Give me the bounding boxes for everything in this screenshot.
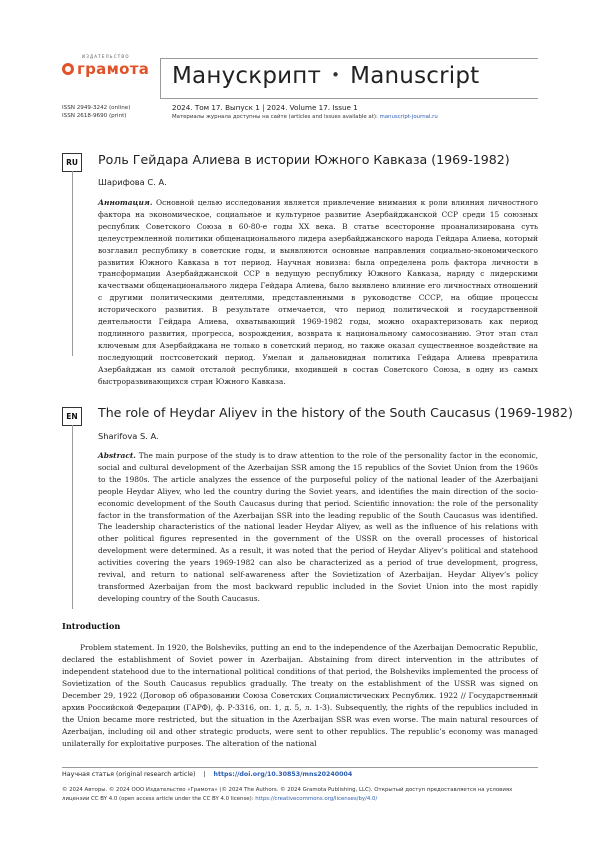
issn-print: ISSN 2618-9690 (print) — [62, 113, 127, 119]
copyright-notice — [62, 786, 538, 803]
article-title-en: The role of Heydar Aliyev in the history of the South Caucasus (1969-1982) — [98, 405, 573, 420]
journal-site-link[interactable]: manuscript-journal.ru — [379, 114, 438, 120]
publisher-logo — [62, 54, 154, 78]
abstract-text-en: The main purpose of the study is to draw attention to the role of the personality factor in the economic, social and cultural development of the Azerbaijan SSR among the 15 republics of the Soviet Union from the 1960s to the 1980s. The article analyzes the essence of the purposeful policy of the national leader of the Azerbaijani people Heydar Aliyev, who led the country during the Soviet years, and identifies the main direction of the socio-economic development of the South Caucasus during that period. Scientific innovation: the role of the personality factor in the transformation of the Azerbaijan SSR into the leading republic of the South Caucasus was identified. The leadership characteristics of the national leader Heydar Aliyev, as well as the influence of his relations with other political figures represented in the government of the USSR on the overall processes of historical development were determined. As a result, it was noted that the period of Heydar Aliyev’s political and statehood activities covering the years 1969-1982 can also be characterized as a period of true development, progress, revival, and return to national self-awareness after the Sovietization of Azerbaijan. Heydar Aliyev’s policy transformed Azerbaijan from the most backward republic included in the Soviet Union into the most rapidly developing country of the South Caucasus. — [98, 451, 538, 603]
journal-title-ru: Манускрипт — [172, 63, 322, 89]
journal-title-en: Manuscript — [350, 63, 480, 89]
abstract-ru — [98, 197, 538, 388]
abstract-en — [98, 450, 538, 605]
footer-rule — [62, 767, 538, 768]
author-en: Sharifova S. A. — [98, 431, 159, 441]
logo-text: грамота — [77, 60, 150, 78]
doi-link[interactable]: https://doi.org/10.30853/mns20240004 — [213, 771, 353, 778]
logo-top-text: ИЗДАТЕЛЬСТВО — [82, 54, 130, 59]
access-text: Материалы журнала доступны на сайте (articles and issues available at): — [172, 114, 378, 120]
header-bottom-rule — [160, 98, 538, 99]
abstract-label-ru: Аннотация. — [98, 198, 153, 207]
license-link[interactable]: https://creativecommons.org/licenses/by/4.0/ — [255, 795, 378, 802]
header-top-rule — [160, 58, 538, 59]
abstract-text-ru: Основной целью исследования является привлечение внимания к роли влияния личностного фактора на экономическое, социальное и культурное развитие Азербайджанской ССР среди 15 союзных республик Советского Союза в 60-80-е годы ХХ века. В статье всесторонне проанализирована суть целеустремленной политики общенационального лидера азербайджанского народа Гейдара Алиева, который возглавил республику в советские годы, и выявляются основные направления социально-экономического развития Южного Кавказа в тот период. Научная новизна: была определена роль фактора личности в трансформации Азербайджанской ССР в ведущую республику Южного Кавказа, наряду с лидерскими качествами общенационального лидера Гейдара Алиева, было выявлено влияние его личностных отношений с другими политическими деятелями, представленными в руководстве СССР, на общие процессы исторического развития. В результате отмечается, что период политической и государственной деятельности Гейдара Алиева, охватывающий 1969-1982 годы, можно охарактеризовать как период подлинного развития, прогресса, возрождения, возврата к национальному самосознанию. Этот этап стал ключевым для Азербайджана не только в советский период, но также оказал существенное воздействие на последующий постсоветский период. Умелая и дальновидная политика Гейдара Алиева превратила Азербайджан из самой отсталой республики, входившей в состав Советского Союза, в одну из самых быстроразвивающихся стран Южного Кавказа. — [98, 198, 538, 386]
article-type: Научная статья (original research article) — [62, 771, 196, 778]
access-line — [172, 114, 438, 120]
logo-mark-icon — [62, 63, 74, 75]
lang-badge-ru: RU — [62, 153, 82, 172]
ru-section-rule — [72, 171, 73, 356]
issn-online: ISSN 2949-3242 (online) — [62, 105, 131, 111]
introduction-text: Problem statement. In 1920, the Bolsheviks, putting an end to the independence of the Azerbaijan Democratic Republic, declared the establishment of Soviet power in Azerbaijan. Abstaining from direct intervention in the attributes of independent statehood due to the international political conditions of that period, the Bolsheviks implemented the process of Sovietization of the South Caucasus republics gradually. The treaty on the establishment of the USSR was signed on December 29, 1922 (Договор об образовании Союза Советских Социалистических Республик. 1922 // Государственный архив Российской Федерации (ГАРФ), ф. Р-3316, оп. 1, д. 5, л. 1-3). Subsequently, the rights of the republics included in the Union became more restricted, but the situation in the Azerbaijan SSR was even worse. The main natural resources of Azerbaijan, including oil and other strategic products, were sent to other republics. The republic’s economy was managed unilaterally for exploitative purposes. The alteration of the national — [62, 643, 538, 748]
issn-block — [62, 104, 130, 120]
lang-badge-en: EN — [62, 407, 82, 426]
abstract-label-en: Abstract. — [98, 451, 136, 460]
issue-info: 2024. Том 17. Выпуск 1 | 2024. Volume 17. Issue 1 — [172, 103, 358, 112]
header-left-rule — [160, 58, 161, 98]
article-title-ru: Роль Гейдара Алиева в истории Южного Кавказа (1969-1982) — [98, 152, 510, 167]
article-type-line — [62, 771, 352, 778]
copyright-text: © 2024 Авторы. © 2024 ООО Издательство «Грамота» (© 2024 The Authors. © 2024 Gramota Publishing, LLC). Открытый доступ предоставляется на условиях лицензии CC BY 4.0 (open access article under the CC BY 4.0 license): — [62, 787, 513, 802]
author-ru: Шарифова С. А. — [98, 177, 167, 187]
en-section-rule — [72, 425, 73, 609]
footer-separator: | — [203, 771, 206, 778]
introduction-heading: Introduction — [62, 621, 121, 631]
journal-title — [172, 63, 479, 89]
title-separator: • — [331, 66, 341, 84]
